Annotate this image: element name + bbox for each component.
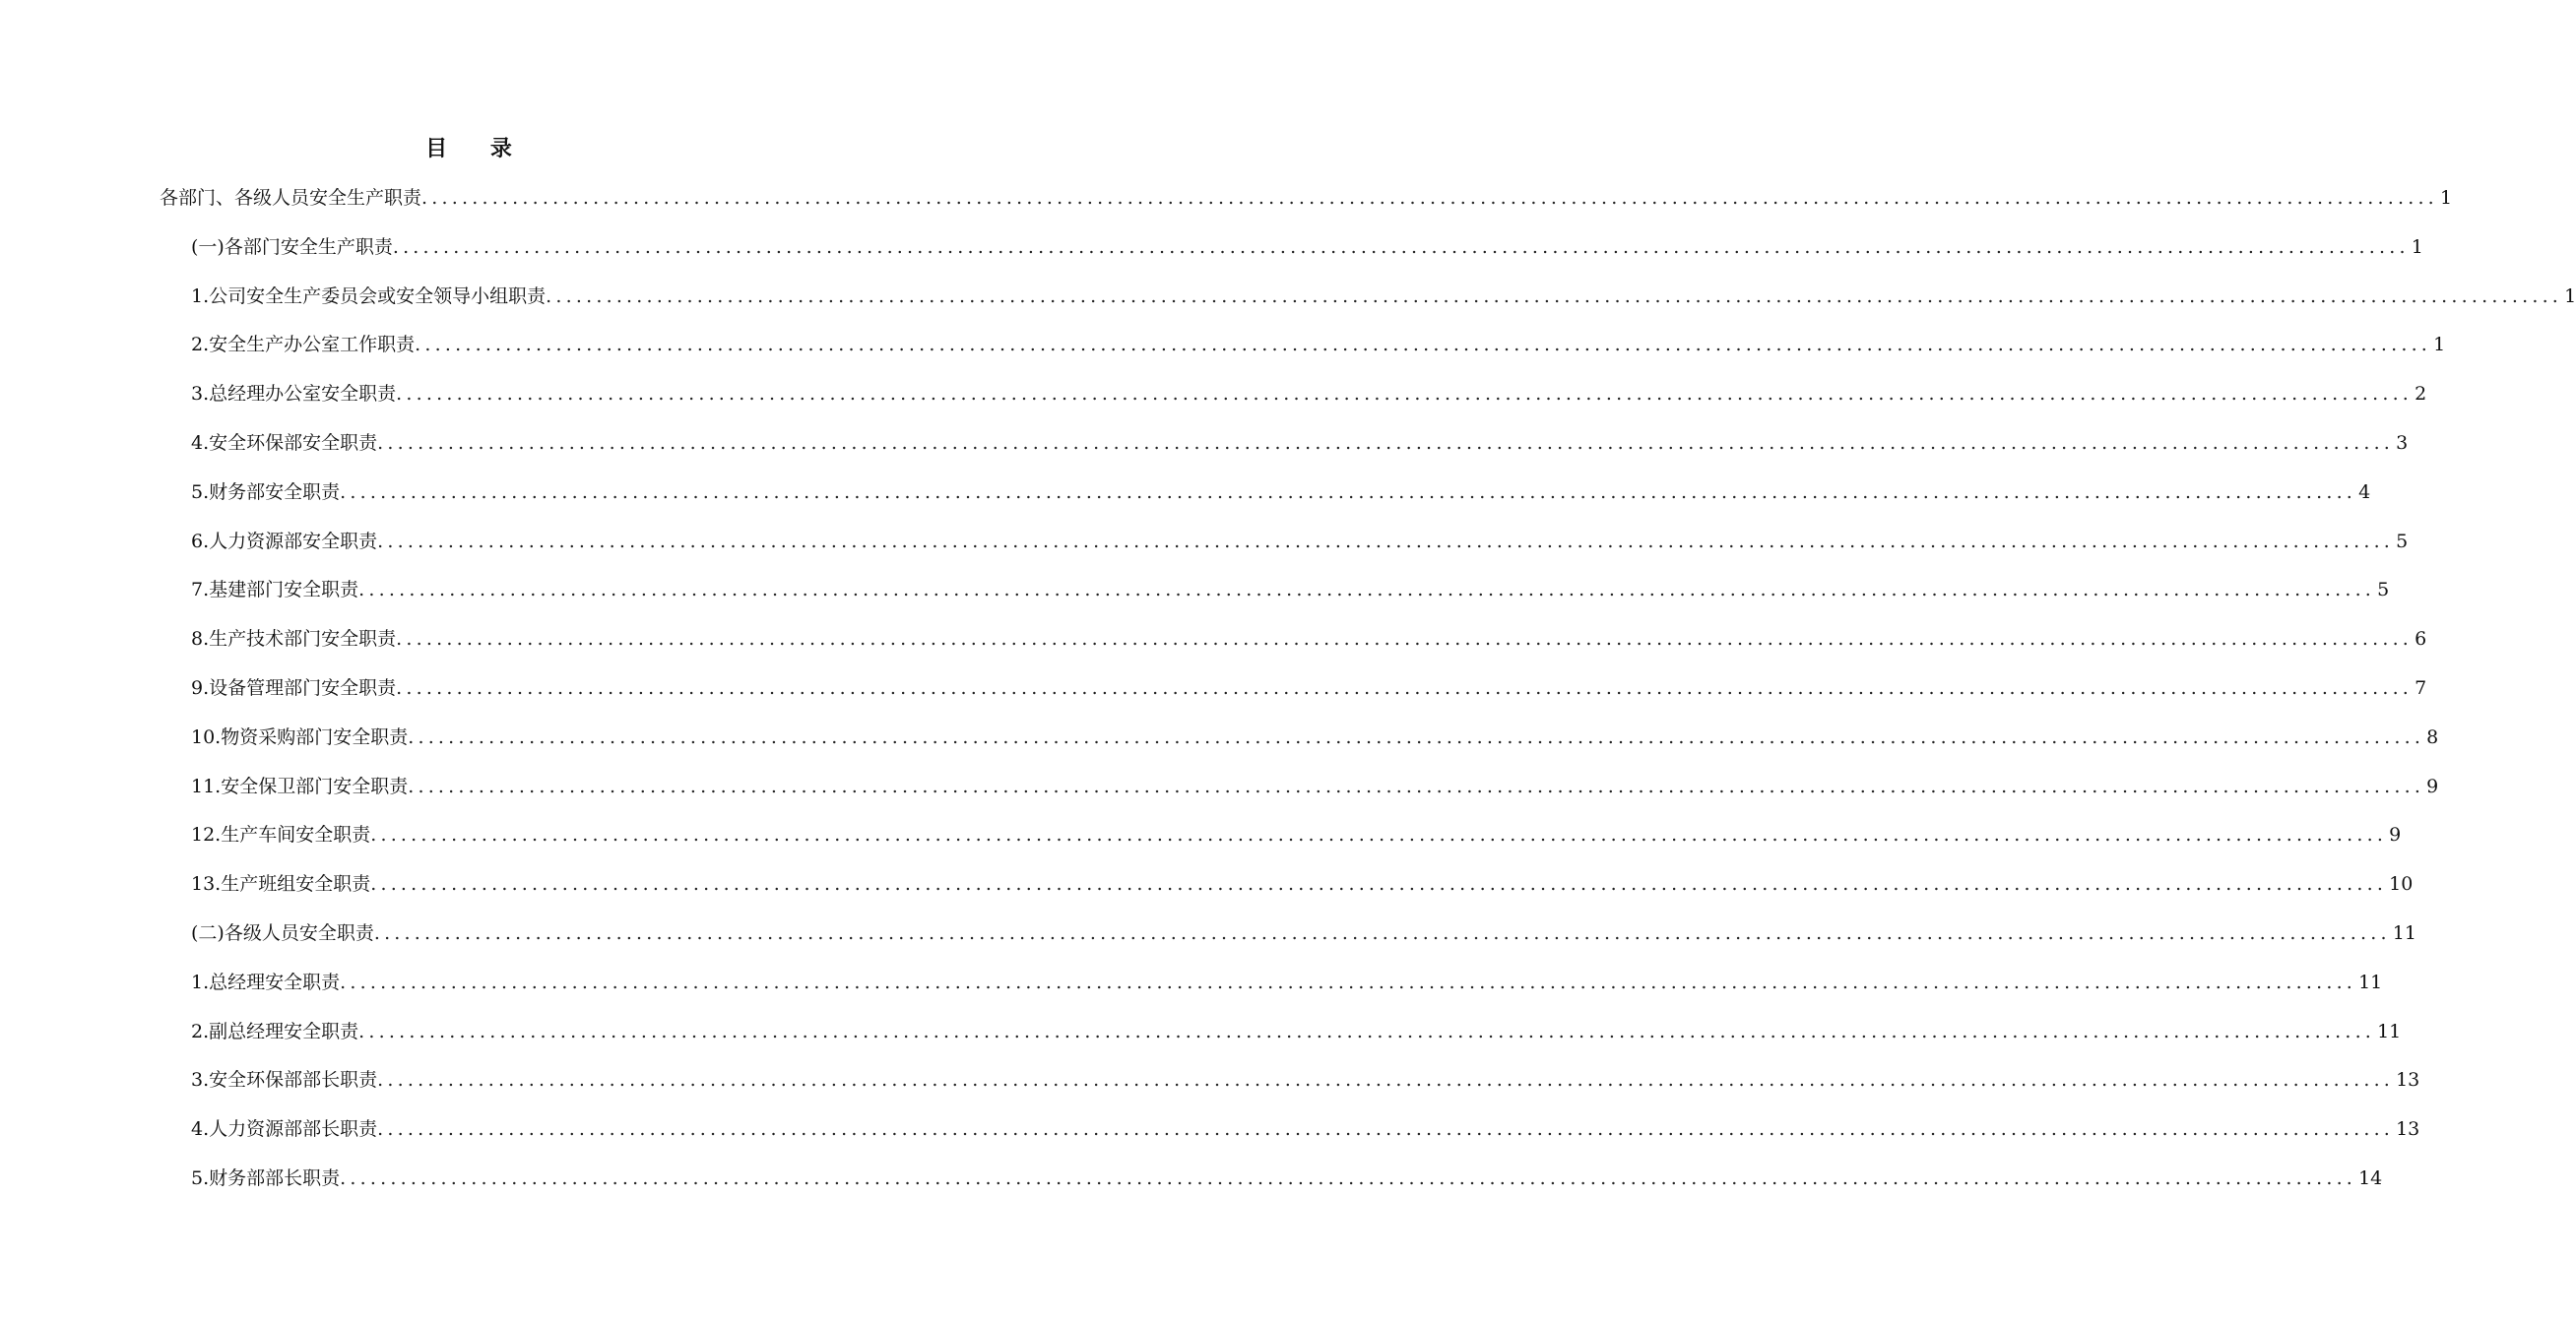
toc-dot-leader: ........................................................................................................................................................................................................ <box>370 873 2388 896</box>
toc-entry[interactable] <box>191 817 2402 852</box>
toc-dot-leader: ........................................................................................................................................................................................................ <box>358 1020 2376 1042</box>
toc-entry[interactable] <box>191 866 2414 902</box>
toc-entry-label: 6.人力资源部安全职责 <box>191 530 378 552</box>
toc-dot-leader: ........................................................................................................................................................................................................ <box>377 530 2395 552</box>
toc-dot-leader: ........................................................................................................................................................................................................ <box>340 971 2357 993</box>
toc-entry-label: 11.安全保卫部门安全职责 <box>191 775 409 797</box>
toc-page-number: 1 <box>2411 235 2423 258</box>
toc-page-number: 1 <box>2439 187 2453 209</box>
toc-page-number: 10 <box>2389 873 2414 896</box>
toc-page-number: 5 <box>2377 579 2390 601</box>
toc-entry-label: 3.安全环保部部长职责 <box>191 1069 378 1092</box>
toc-page-number: 9 <box>2389 824 2402 847</box>
toc-entry[interactable] <box>191 915 2416 951</box>
toc-page-number: 4 <box>2358 480 2371 503</box>
toc-entry[interactable] <box>191 376 2427 411</box>
toc-entry-label: (二)各级人员安全职责 <box>191 922 374 944</box>
toc-dot-leader: ........................................................................................................................................................................................................ <box>373 922 2391 944</box>
toc-page-number: 3 <box>2396 432 2409 454</box>
toc-entry[interactable] <box>191 1062 2420 1098</box>
toc-entry-label: 7.基建部门安全职责 <box>191 579 359 601</box>
toc-entry-label: 2.副总经理安全职责 <box>191 1020 359 1042</box>
toc-dot-leader: ........................................................................................................................................................................................................ <box>396 383 2414 406</box>
toc-dot-leader: ........................................................................................................................................................................................................ <box>421 187 2438 209</box>
toc-entry-label: 5.财务部部长职责 <box>191 1167 341 1189</box>
toc-entry-label: (一)各部门安全生产职责 <box>191 235 393 258</box>
toc-entry-label: 2.安全生产办公室工作职责 <box>191 334 416 356</box>
toc-page-number: 1 <box>2433 334 2446 356</box>
toc-dot-leader: ........................................................................................................................................................................................................ <box>377 432 2395 454</box>
toc-dot-leader: ........................................................................................................................................................................................................ <box>546 284 2563 307</box>
toc-page-number: 14 <box>2358 1167 2383 1189</box>
toc-entry[interactable] <box>191 279 2576 314</box>
toc-entry[interactable] <box>191 1014 2402 1049</box>
toc-entry-label: 9.设备管理部门安全职责 <box>191 677 397 699</box>
toc-dot-leader: ........................................................................................................................................................................................................ <box>392 235 2410 258</box>
toc-dot-leader: ........................................................................................................................................................................................................ <box>377 1069 2395 1092</box>
toc-dot-leader: ........................................................................................................................................................................................................ <box>408 775 2425 797</box>
toc-page-number: 13 <box>2396 1069 2420 1092</box>
toc-entry[interactable] <box>191 720 2439 755</box>
toc-entry[interactable] <box>191 327 2446 362</box>
toc-entry[interactable] <box>191 524 2409 559</box>
toc-page-number: 11 <box>2392 922 2416 944</box>
toc-page-number: 13 <box>2396 1118 2420 1141</box>
toc-dot-leader: ........................................................................................................................................................................................................ <box>340 480 2357 503</box>
toc-page-number: 7 <box>2415 677 2427 699</box>
toc-dot-leader: ........................................................................................................................................................................................................ <box>396 677 2414 699</box>
page-title: 目 录 <box>425 136 530 161</box>
toc-page-number: 2 <box>2415 383 2427 406</box>
toc-entry[interactable] <box>191 1161 2383 1196</box>
toc-entry-label: 13.生产班组安全职责 <box>191 873 371 896</box>
toc-entry[interactable] <box>191 474 2371 510</box>
toc-entry-label: 4.人力资源部部长职责 <box>191 1118 378 1141</box>
toc-page-number: 8 <box>2426 725 2439 748</box>
toc-entry[interactable] <box>191 965 2383 1000</box>
toc-entry[interactable] <box>191 572 2390 607</box>
toc-dot-leader: ........................................................................................................................................................................................................ <box>377 1118 2395 1141</box>
toc-entry-label: 4.安全环保部安全职责 <box>191 432 378 454</box>
toc-dot-leader: ........................................................................................................................................................................................................ <box>370 824 2388 847</box>
toc-entry[interactable] <box>160 180 2453 216</box>
toc-dot-leader: ........................................................................................................................................................................................................ <box>340 1167 2357 1189</box>
toc-page-number: 11 <box>2377 1020 2402 1042</box>
toc-entry-label: 1.总经理安全职责 <box>191 971 341 993</box>
toc-entry-label: 1.公司安全生产委员会或安全领导小组职责 <box>191 284 547 307</box>
toc-entry-label: 10.物资采购部门安全职责 <box>191 725 409 748</box>
toc-entry[interactable] <box>191 621 2427 657</box>
toc-entry-label: 5.财务部安全职责 <box>191 480 341 503</box>
toc-page-number: 1 <box>2564 284 2576 307</box>
toc-entry[interactable] <box>191 229 2423 265</box>
toc-page-number: 9 <box>2426 775 2439 797</box>
toc-entry[interactable] <box>191 769 2439 804</box>
toc-dot-leader: ........................................................................................................................................................................................................ <box>358 579 2376 601</box>
toc-entry-label: 3.总经理办公室安全职责 <box>191 383 397 406</box>
toc-dot-leader: ........................................................................................................................................................................................................ <box>408 725 2425 748</box>
toc-dot-leader: ........................................................................................................................................................................................................ <box>396 628 2414 651</box>
toc-entry[interactable] <box>191 670 2427 706</box>
toc-entry-label: 8.生产技术部门安全职责 <box>191 628 397 651</box>
toc-page-number: 6 <box>2415 628 2427 651</box>
toc-entry[interactable] <box>191 1111 2420 1147</box>
toc-page-number: 5 <box>2396 530 2409 552</box>
toc-page-number: 11 <box>2358 971 2383 993</box>
toc-entry[interactable] <box>191 425 2409 461</box>
toc-entry-label: 各部门、各级人员安全生产职责 <box>160 187 422 209</box>
toc-entry-label: 12.生产车间安全职责 <box>191 824 371 847</box>
toc-dot-leader: ........................................................................................................................................................................................................ <box>415 334 2432 356</box>
